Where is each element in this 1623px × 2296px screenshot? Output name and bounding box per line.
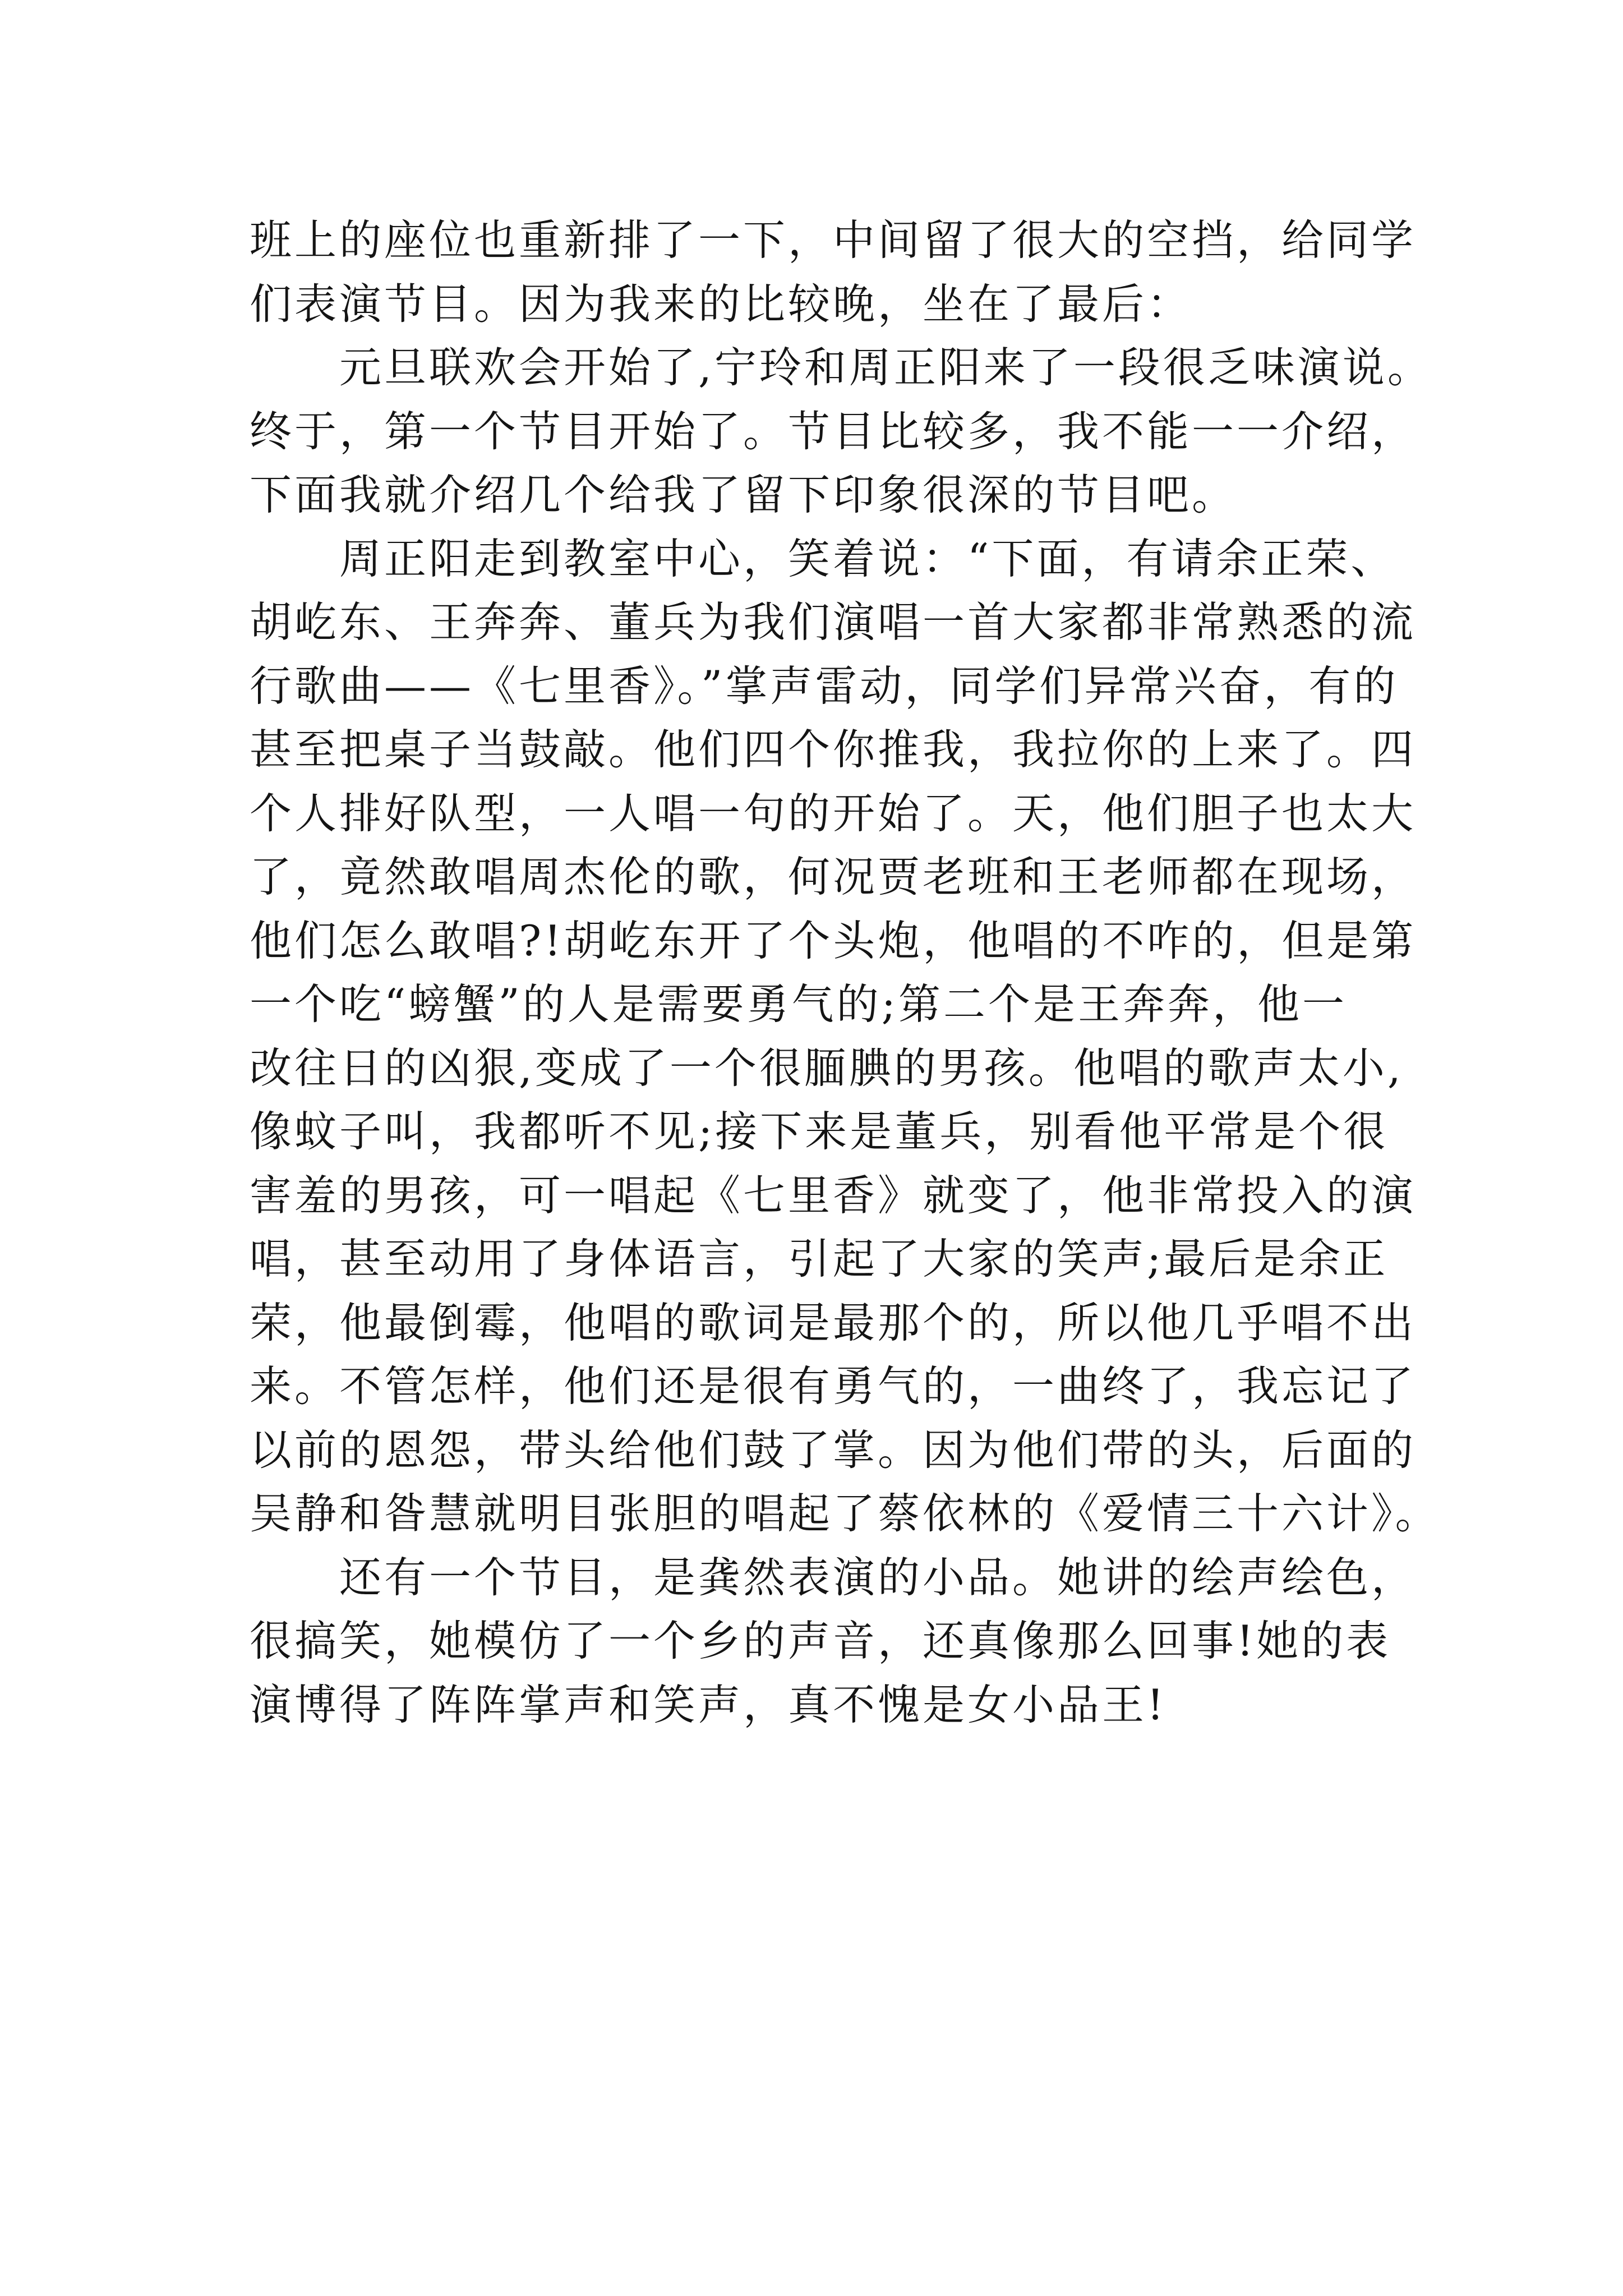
text-line: 改往日的凶狠,变成了一个很腼腆的男孩。他唱的歌声太小, bbox=[250, 1043, 1404, 1093]
text-line: 下面我就介绍几个给我了留下印象很深的节目吧。 bbox=[250, 470, 1237, 519]
text-line: 吴静和昝慧就明目张胆的唱起了蔡依林的《爱情三十六计》。 bbox=[250, 1489, 1440, 1538]
document-body bbox=[250, 209, 1440, 1737]
text-line: 来。不管怎样，他们还是很有勇气的，一曲终了，我忘记了 bbox=[250, 1361, 1417, 1411]
text-line: 个人排好队型，一人唱一句的开始了。天，他们胆子也太大 bbox=[250, 788, 1417, 838]
text-line: 甚至把桌子当鼓敲。他们四个你推我，我拉你的上来了。四 bbox=[250, 725, 1417, 774]
paragraph-start-line: 元旦联欢会开始了,宁玲和周正阳来了一段很乏味演说。 bbox=[339, 343, 1432, 392]
text-line: 行歌曲——《七里香》。”掌声雷动，同学们异常兴奋，有的 bbox=[250, 661, 1399, 711]
text-line: 唱，甚至动用了身体语言，引起了大家的笑声;最后是余正 bbox=[250, 1234, 1389, 1283]
text-line: 胡屹东、王奔奔、董兵为我们演唱一首大家都非常熟悉的流 bbox=[250, 597, 1417, 647]
text-line: 班上的座位也重新排了一下，中间留了很大的空挡，给同学 bbox=[250, 215, 1417, 265]
text-line: 害羞的男孩，可一唱起《七里香》就变了，他非常投入的演 bbox=[250, 1170, 1417, 1220]
text-line: 一个吃“螃蟹”的人是需要勇气的;第二个是王奔奔，他一 bbox=[250, 979, 1347, 1029]
paragraph-start-line: 周正阳走到教室中心，笑着说：“下面，有请余正荣、 bbox=[339, 533, 1396, 583]
text-line: 荣，他最倒霉，他唱的歌词是最那个的，所以他几乎唱不出 bbox=[250, 1297, 1417, 1347]
text-line: 很搞笑，她模仿了一个乡的声音，还真像那么回事!她的表 bbox=[250, 1616, 1391, 1665]
paragraph-start-line: 还有一个节目，是龚然表演的小品。她讲的绘声绘色， bbox=[339, 1552, 1417, 1602]
text-line: 他们怎么敢唱?!胡屹东开了个头炮，他唱的不咋的，但是第 bbox=[250, 915, 1417, 965]
text-line: 们表演节目。因为我来的比较晚，坐在了最后： bbox=[250, 279, 1192, 329]
text-line: 以前的恩怨，带头给他们鼓了掌。因为他们带的头，后面的 bbox=[250, 1425, 1417, 1475]
text-line: 了，竟然敢唱周杰伦的歌，何况贾老班和王老师都在现场， bbox=[250, 852, 1417, 901]
text-line: 像蚊子叫，我都听不见;接下来是董兵，别看他平常是个很 bbox=[250, 1107, 1389, 1156]
text-line: 演博得了阵阵掌声和笑声，真不愧是女小品王! bbox=[250, 1680, 1167, 1729]
text-line: 终于，第一个节目开始了。节目比较多，我不能一一介绍， bbox=[250, 406, 1417, 456]
